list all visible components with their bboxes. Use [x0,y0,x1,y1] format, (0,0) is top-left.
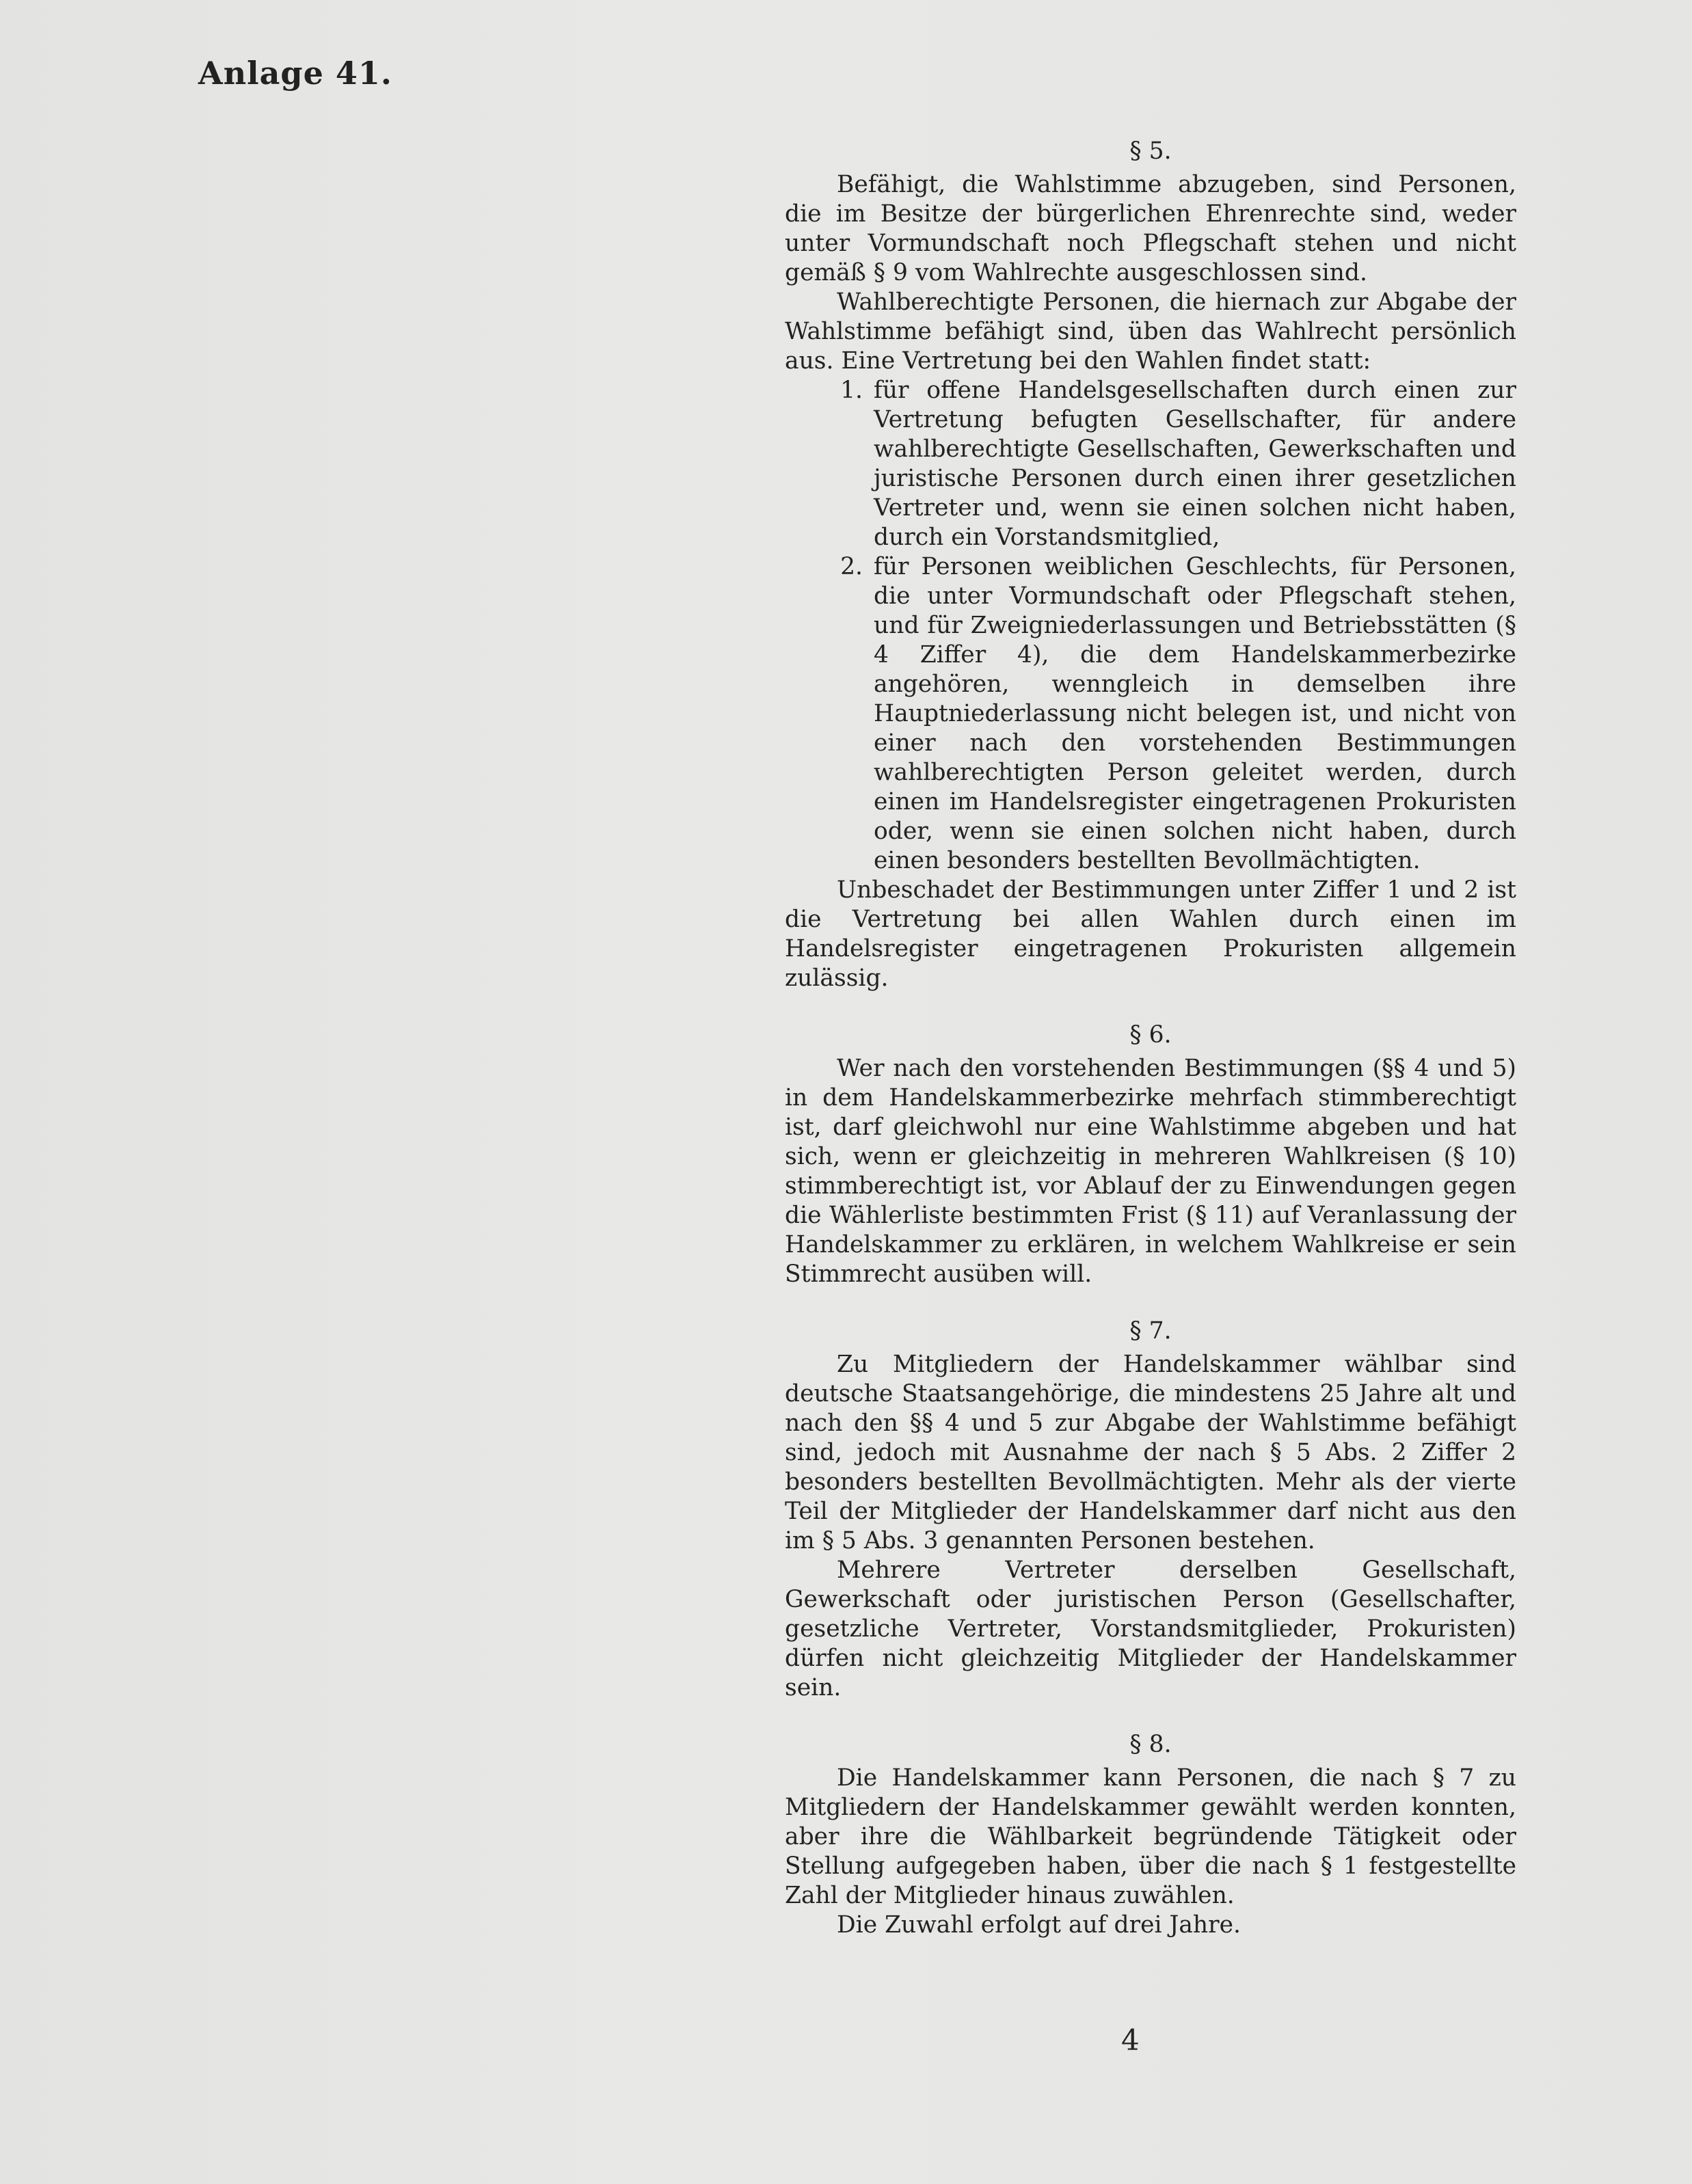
text-column [785,137,1516,1940]
list-item-text: für offene Handelsgesellschaften durch einen zur Vertretung befugten Gesellschafter, für andere wahlberechtigte Gesellschaften, Gewerkschaften und juristische Personen durch einen ihrer gesetzlichen Vertreter und, wenn sie einen solchen nicht haben, durch ein Vorstandsmitglied, [874,377,1516,551]
paragraph-8-2: Die Zuwahl erfolgt auf drei Jahre. [837,1911,1241,1939]
list-item [785,552,1516,876]
list-item-number: 1. [840,377,863,404]
paragraph-5-2: Wahlberechtigte Personen, die hiernach zur Abgabe der Wahlstimme befähigt sind, üben das Wahlrecht persönlich aus. Eine Vertretung bei den Wahlen findet statt: [785,288,1516,375]
paragraph-7-1: Zu Mitgliedern der Handelskammer wählbar sind deutsche Staatsangehörige, die mindestens 25 Jahre alt und nach den §§ 4 und 5 zur Abgabe der Wahlstimme befähigt sind, jedoch mit Ausnahme der nach § 5 Abs. 2 Ziffer 2 besonders bestellten Bevollmächtigten. Mehr als der vierte Teil der Mitglieder der Handelskammer darf nicht aus den im § 5 Abs. 3 genannten Personen bestehen. [785,1351,1516,1554]
section-heading-7: § 7. [1129,1317,1172,1345]
section-heading-6: § 6. [1129,1021,1172,1049]
list-item-text: für Personen weiblichen Geschlechts, für Personen, die unter Vormundschaft oder Pflegschaft stehen, und für Zweigniederlassungen und Betriebsstätten (§ 4 Ziffer 4), die dem Handelskammerbezirke angehören, wenngleich in demselben ihre Hauptniederlassung nicht belegen ist, und nicht von einer nach den vorstehenden Bestimmungen wahlberechtigten Person geleitet werden, durch einen im Handelsregister eingetragenen Prokuristen oder, wenn sie einen solchen nicht haben, durch einen besonders bestellten Bevollmächtigten. [874,553,1516,874]
section-heading-5: § 5. [1129,137,1172,165]
enumeration-list [785,376,1516,876]
paragraph-6-1: Wer nach den vorstehenden Bestimmungen (§§ 4 und 5) in dem Handelskammerbezirke mehrfach stimmberechtigt ist, darf gleichwohl nur eine Wahlstimme abgeben und hat sich, wenn er gleichzeitig in mehreren Wahlkreisen (§ 10) stimmberechtigt ist, vor Ablauf der zu Einwendungen gegen die Wählerliste bestimmten Frist (§ 11) auf Veranlassung der Handelskammer zu erklären, in welchem Wahlkreise er sein Stimmrecht ausüben will. [785,1055,1516,1288]
paragraph-5-3: Unbeschadet der Bestimmungen unter Ziffer 1 und 2 ist die Vertretung bei allen Wahlen durch einen im Handelsregister eingetragenen Prokuristen allgemein zulässig. [785,876,1516,992]
paragraph-8-1: Die Handelskammer kann Personen, die nach § 7 zu Mitgliedern der Handelskammer gewählt werden konnten, aber ihre die Wählbarkeit begründende Tätigkeit oder Stellung aufgegeben haben, über die nach § 1 festgestellte Zahl der Mitglieder hinaus zuwählen. [785,1764,1516,1909]
page-number: 4 [1121,2023,1140,2057]
annex-header: Anlage 41. [198,55,392,92]
paragraph-7-2: Mehrere Vertreter derselben Gesellschaft, Gewerkschaft oder juristischen Person (Gesellschafter, gesetzliche Vertreter, Vorstandsmitglieder, Prokuristen) dürfen nicht gleichzeitig Mitglieder der Handelskammer sein. [785,1556,1516,1701]
paragraph-5-1: Befähigt, die Wahlstimme abzugeben, sind Personen, die im Besitze der bürgerlichen Ehrenrechte sind, weder unter Vormundschaft noch Pflegschaft stehen und nicht gemäß § 9 vom Wahlrechte ausgeschlossen sind. [785,171,1516,286]
list-item-number: 2. [840,553,863,580]
section-heading-8: § 8. [1129,1731,1172,1758]
list-item [785,376,1516,552]
